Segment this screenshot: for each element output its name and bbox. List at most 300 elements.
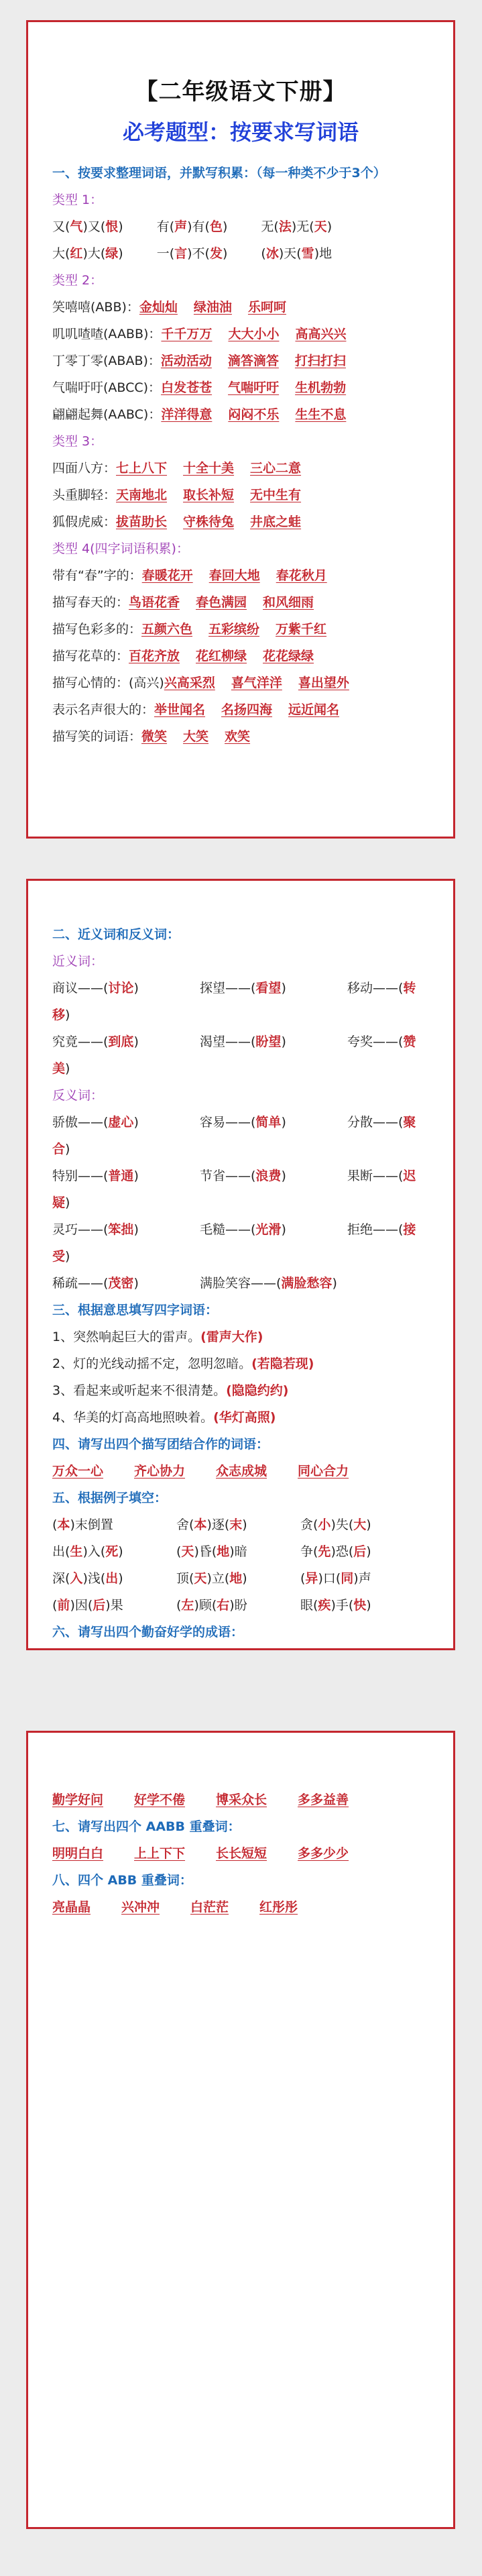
q3-item <box>52 1324 429 1350</box>
word: 探望——( <box>200 981 256 996</box>
text: ) <box>269 1410 276 1425</box>
answer: 兴高采烈 <box>164 676 215 690</box>
text: ) <box>65 1008 70 1022</box>
question-5-list <box>52 1511 429 1619</box>
answer: 前 <box>57 1598 70 1613</box>
answer: 千千万万 <box>161 327 213 341</box>
answer: 合 <box>52 1142 66 1157</box>
word: 灵巧——( <box>52 1222 109 1237</box>
answer: 花花绿绿 <box>263 649 314 663</box>
answer: 白茫茫 <box>190 1900 229 1915</box>
word-row <box>52 455 429 482</box>
word: 特别——( <box>52 1169 109 1183</box>
q5-row <box>52 1565 429 1592</box>
text: )无( <box>291 219 314 234</box>
word-row <box>52 562 429 589</box>
text: ( <box>52 1517 58 1532</box>
text: )口( <box>318 1571 341 1586</box>
text: ) <box>133 1276 139 1291</box>
text: ) <box>257 1330 263 1344</box>
answer: 本 <box>57 1517 70 1532</box>
answer: 右 <box>217 1598 230 1613</box>
answer: 先 <box>318 1544 331 1559</box>
question-7: 七、请写出四个 AABB 重叠词： <box>52 1819 241 1834</box>
answer: 受 <box>52 1249 66 1264</box>
row-label: 描写色彩多的： <box>52 622 142 637</box>
text: )入( <box>82 1544 106 1559</box>
text: ) <box>133 981 139 996</box>
answer: 华灯高照 <box>219 1410 270 1425</box>
text: )立( <box>206 1571 230 1586</box>
answer: 若隐若现 <box>257 1356 308 1371</box>
word-row <box>52 669 429 696</box>
text: ) <box>65 1195 70 1210</box>
word: 节省——( <box>200 1169 256 1183</box>
pair-row-wrap <box>52 1243 429 1270</box>
answer: 名扬四海 <box>221 702 273 717</box>
word: 骄傲——( <box>52 1115 109 1130</box>
text: 深( <box>52 1571 70 1586</box>
answer: 春花秋月 <box>276 568 327 583</box>
text: )顾( <box>194 1598 217 1613</box>
answer: 生 <box>70 1544 83 1559</box>
answer: 齐心协力 <box>134 1464 186 1479</box>
q3-item <box>52 1377 429 1404</box>
answer: 地 <box>217 1544 230 1559</box>
answer: 隐隐约约 <box>231 1383 283 1398</box>
answer: 看望 <box>255 981 282 996</box>
text: )昏( <box>194 1544 217 1559</box>
question-1: 一、按要求整理词语，并默写积累：（每一种类不少于3个） <box>52 166 386 180</box>
answer: 远近闻名 <box>288 702 340 717</box>
answer: 茂密 <box>108 1276 134 1291</box>
answer: 拔苗助长 <box>116 515 168 529</box>
text: )果 <box>105 1598 123 1613</box>
text: ) <box>133 1034 139 1049</box>
answer: 打扫打扫 <box>294 354 346 368</box>
type-4-list <box>52 562 429 750</box>
answer: 高高兴兴 <box>295 327 347 341</box>
row-label: 四面八方： <box>52 461 117 476</box>
answer: 三心二意 <box>250 461 302 476</box>
answer: 大大小小 <box>228 327 280 341</box>
text: ) <box>118 219 123 234</box>
text: )恐( <box>330 1544 354 1559</box>
answer: 喜出望外 <box>298 676 349 690</box>
text: ) <box>282 1383 289 1398</box>
worksheet-page-3 <box>26 1731 455 2529</box>
text: )不( <box>187 246 210 261</box>
answer: 闷闷不乐 <box>228 407 280 422</box>
word-row <box>52 616 429 643</box>
word-row <box>52 508 429 535</box>
answer: 雷声大作 <box>206 1330 257 1344</box>
answer: 好学不倦 <box>134 1792 186 1807</box>
type-2-list <box>52 294 429 428</box>
answer: 天南地北 <box>116 488 168 502</box>
answer: 左 <box>181 1598 194 1613</box>
answer: 大 <box>353 1517 367 1532</box>
text: ) <box>133 1169 139 1183</box>
text: ) <box>281 1222 286 1237</box>
answer: 赞 <box>403 1034 416 1049</box>
q5-row <box>52 1592 429 1619</box>
q3-item <box>52 1350 429 1377</box>
answer: 雪 <box>301 246 314 261</box>
page-title: 【二年级语文下册】 <box>135 78 347 105</box>
text: ) <box>118 1571 123 1586</box>
answer: 死 <box>105 1544 119 1559</box>
text: ) <box>222 246 228 261</box>
answer: 红彤彤 <box>259 1900 298 1915</box>
word: 移动——( <box>347 981 404 996</box>
answer: 天 <box>314 219 327 234</box>
answer: 绿油油 <box>193 300 232 315</box>
word-row <box>52 696 429 723</box>
text: 又( <box>52 219 70 234</box>
answer: 兴冲冲 <box>121 1900 160 1915</box>
worksheet-page-2 <box>26 879 455 1650</box>
row-label: 气喘吁吁(ABCC)： <box>52 380 162 395</box>
answer: 气 <box>70 219 83 234</box>
text: ) <box>281 1034 286 1049</box>
text: ) <box>281 1169 286 1183</box>
answer: 万众一心 <box>52 1464 104 1479</box>
text: 顶( <box>176 1571 194 1586</box>
text: ( <box>261 246 266 261</box>
answer: 疑 <box>52 1195 66 1210</box>
answer: 生生不息 <box>295 407 347 422</box>
row-label: 描写笑的词语： <box>52 729 142 744</box>
row-label: 表示名声很大的： <box>52 702 155 717</box>
text: 舍( <box>176 1517 194 1532</box>
text: ) <box>366 1544 371 1559</box>
pair-row-wrap <box>52 1189 429 1216</box>
answer: 浪费 <box>255 1169 282 1183</box>
answer: 春回大地 <box>208 568 260 583</box>
text: 争( <box>300 1544 318 1559</box>
row-label: 丁零丁零(ABAB)： <box>52 354 161 368</box>
answer: 后 <box>93 1598 106 1613</box>
word-row <box>52 589 429 616</box>
pair-row <box>52 1109 429 1136</box>
answer: 发 <box>209 246 223 261</box>
word: 稀疏——( <box>52 1276 109 1291</box>
word: 分散——( <box>347 1115 404 1130</box>
answer: 滴答滴答 <box>227 354 279 368</box>
answer: 上上下下 <box>134 1846 186 1861</box>
text: )浅( <box>82 1571 106 1586</box>
text: ) <box>65 1249 70 1264</box>
word-row <box>52 347 429 374</box>
text: )声 <box>353 1571 371 1586</box>
q5-row <box>52 1538 429 1565</box>
row-label: 笑嘻嘻(ABB)： <box>52 300 139 315</box>
answer: 同 <box>341 1571 354 1586</box>
answer: 天 <box>181 1544 194 1559</box>
type-2-heading: 类型 2： <box>52 273 103 288</box>
text: 一( <box>156 246 175 261</box>
text: )暗 <box>229 1544 247 1559</box>
answer: 守株待兔 <box>183 515 235 529</box>
answer: 虚心 <box>108 1115 134 1130</box>
answer: 恨 <box>105 219 119 234</box>
type-1-row <box>52 240 429 267</box>
text: ) <box>332 1276 337 1291</box>
text: 出( <box>52 1544 70 1559</box>
word-row <box>52 374 429 401</box>
answer: 末 <box>229 1517 243 1532</box>
answer: 红 <box>70 246 83 261</box>
word-row <box>52 643 429 669</box>
answer: 多多少少 <box>298 1846 349 1861</box>
page-subtitle: 必考题型：按要求写词语 <box>122 119 359 145</box>
answer: 接 <box>403 1222 416 1237</box>
answer: 乐呵呵 <box>247 300 286 315</box>
text: ( <box>251 1356 257 1371</box>
text: )大( <box>82 246 106 261</box>
answer: 法 <box>278 219 292 234</box>
text: ) <box>281 1115 286 1130</box>
word-row <box>52 723 429 750</box>
answer: 生机勃勃 <box>295 380 347 395</box>
text: ) <box>366 1598 371 1613</box>
text: )天( <box>278 246 302 261</box>
answer: 鸟语花香 <box>129 595 180 610</box>
question-8-answers <box>52 1894 429 1921</box>
answer: 五彩缤纷 <box>208 622 260 637</box>
text: 大( <box>52 246 70 261</box>
answer: 迟 <box>403 1169 416 1183</box>
answer: 喜气洋洋 <box>231 676 282 690</box>
text: )有( <box>187 219 210 234</box>
row-label: 头重脚轻： <box>52 488 117 502</box>
answer: 气喘吁吁 <box>228 380 280 395</box>
text: ) <box>308 1356 314 1371</box>
pair-row <box>52 1163 429 1189</box>
answer: 转 <box>403 981 416 996</box>
answer: 声 <box>174 219 188 234</box>
text: )又( <box>82 219 106 234</box>
answer: 多多益善 <box>298 1792 349 1807</box>
answer: 盼望 <box>255 1034 282 1049</box>
pair-row <box>52 1216 429 1243</box>
word: 毛糙——( <box>200 1222 256 1237</box>
answer: 美 <box>52 1061 66 1076</box>
answer: 和风细雨 <box>263 595 314 610</box>
row-label: 带有“春”字的： <box>52 568 142 583</box>
text: )地 <box>314 246 333 261</box>
answer: 十全十美 <box>183 461 235 476</box>
type-1-heading: 类型 1： <box>52 193 103 207</box>
text: ) <box>281 981 286 996</box>
answer: 地 <box>229 1571 243 1586</box>
answer: 万紫千红 <box>276 622 327 637</box>
text: 眼( <box>300 1598 318 1613</box>
answer: 春暖花开 <box>141 568 193 583</box>
question-4-answers <box>52 1458 429 1485</box>
word: 夸奖——( <box>347 1034 404 1049</box>
answer: 勤学好问 <box>52 1792 104 1807</box>
answer: 五颜六色 <box>141 622 193 637</box>
answer: 同心合力 <box>298 1464 349 1479</box>
answer: 光滑 <box>255 1222 282 1237</box>
answer: 简单 <box>255 1115 282 1130</box>
text: ) <box>242 1517 247 1532</box>
question-2: 二、近义词和反义词： <box>52 927 180 942</box>
answer: 移 <box>52 1008 66 1022</box>
answer: 言 <box>174 246 188 261</box>
answer: 色 <box>209 219 223 234</box>
word: 容易——( <box>200 1115 256 1130</box>
text: ( <box>300 1571 306 1586</box>
answer: 本 <box>194 1517 207 1532</box>
answer: 欢笑 <box>225 729 251 744</box>
text: ( <box>176 1598 182 1613</box>
answer: 满脸愁容 <box>281 1276 333 1291</box>
pair-row <box>52 975 429 1002</box>
answer: 快 <box>353 1598 367 1613</box>
answer: 到底 <box>108 1034 134 1049</box>
answer: 微笑 <box>141 729 168 744</box>
answer: 春色满园 <box>196 595 247 610</box>
answer: 博采众长 <box>216 1792 267 1807</box>
answer: 出 <box>105 1571 119 1586</box>
synonym-list <box>52 975 429 1082</box>
text: ) <box>222 219 228 234</box>
pair-row <box>52 1028 429 1055</box>
text: ) <box>326 219 333 234</box>
question-6: 六、请写出四个勤奋好学的成语： <box>52 1625 244 1640</box>
answer: 大笑 <box>183 729 209 744</box>
answer: 井底之蛙 <box>250 515 302 529</box>
type-1-row <box>52 213 429 240</box>
text: )手( <box>330 1598 354 1613</box>
text: ) <box>366 1517 371 1532</box>
text: ) <box>65 1061 70 1076</box>
pair-row-wrap <box>52 1002 429 1028</box>
answer: 天 <box>194 1571 207 1586</box>
item-text: 2、灯的光线动摇不定，忽明忽暗。 <box>52 1356 252 1371</box>
word: 果断——( <box>347 1169 404 1183</box>
answer: 后 <box>353 1544 367 1559</box>
row-label: 描写花草的： <box>52 649 129 663</box>
text: )末倒置 <box>70 1517 113 1532</box>
antonym-last-row <box>52 1270 429 1297</box>
item-text: 4、华美的灯高高地照映着。 <box>52 1410 214 1425</box>
answer: 百花齐放 <box>129 649 180 663</box>
text: ( <box>176 1544 182 1559</box>
answer: 普通 <box>108 1169 134 1183</box>
word-row <box>52 482 429 508</box>
answer: 洋洋得意 <box>161 407 213 422</box>
synonym-heading: 近义词： <box>52 954 104 969</box>
text: )因( <box>70 1598 93 1613</box>
text: ( <box>52 1598 58 1613</box>
word-row <box>52 321 429 347</box>
answer: 众志成城 <box>216 1464 267 1479</box>
answer: 聚 <box>403 1115 416 1130</box>
answer: 无中生有 <box>250 488 302 502</box>
answer: 异 <box>305 1571 318 1586</box>
question-5: 五、根据例子填空： <box>52 1491 168 1505</box>
row-label: 翩翩起舞(AABC)： <box>52 407 162 422</box>
word-row <box>52 401 429 428</box>
answer: 疾 <box>318 1598 331 1613</box>
answer: 入 <box>70 1571 83 1586</box>
answer: 活动活动 <box>160 354 212 368</box>
type-3-heading: 类型 3： <box>52 434 103 449</box>
text: ( <box>226 1383 232 1398</box>
answer: 亮晶晶 <box>52 1900 91 1915</box>
row-label: 描写心情的：(高兴) <box>52 676 164 690</box>
word: 究竟——( <box>52 1034 109 1049</box>
item-text: 1、突然响起巨大的雷声。 <box>52 1330 201 1344</box>
text: 有( <box>156 219 175 234</box>
worksheet-page-1 <box>26 20 455 839</box>
question-7-answers <box>52 1840 429 1867</box>
word: 渴望——( <box>200 1034 256 1049</box>
question-4: 四、请写出四个描写团结合作的词语： <box>52 1437 269 1452</box>
answer: 小 <box>318 1517 331 1532</box>
question-3: 三、根据意思填写四字词语： <box>52 1303 219 1318</box>
type-3-list <box>52 455 429 535</box>
pair-row-wrap <box>52 1055 429 1082</box>
word: 满脸笑容——( <box>200 1276 282 1291</box>
text: 无( <box>261 219 279 234</box>
text: )失( <box>330 1517 354 1532</box>
answer: 明明白白 <box>52 1846 104 1861</box>
word: 商议——( <box>52 981 109 996</box>
antonym-list <box>52 1109 429 1270</box>
pair-row-wrap <box>52 1136 429 1163</box>
antonym-heading: 反义词： <box>52 1088 104 1103</box>
text: )逐( <box>206 1517 230 1532</box>
answer: 取长补短 <box>183 488 235 502</box>
answer: 长长短短 <box>216 1846 267 1861</box>
q5-row <box>52 1511 429 1538</box>
text: ) <box>118 1544 123 1559</box>
type-4-heading: 类型 4(四字词语积累)： <box>52 541 189 556</box>
row-label: 描写春天的： <box>52 595 129 610</box>
question-6-answers <box>52 1786 429 1813</box>
text: ) <box>65 1142 70 1157</box>
question-3-list <box>52 1324 429 1431</box>
text: )盼 <box>229 1598 247 1613</box>
answer: 绿 <box>105 246 119 261</box>
answer: 七上八下 <box>116 461 168 476</box>
q3-item <box>52 1404 429 1431</box>
text: ) <box>133 1115 139 1130</box>
answer: 白发苍苍 <box>161 380 213 395</box>
text: ) <box>133 1222 139 1237</box>
text: ) <box>242 1571 247 1586</box>
text: 贪( <box>300 1517 318 1532</box>
answer: 花红柳绿 <box>196 649 247 663</box>
answer: 冰 <box>265 246 279 261</box>
text: ( <box>200 1330 206 1344</box>
row-label: 叽叽喳喳(AABB)： <box>52 327 162 341</box>
text: ( <box>213 1410 219 1425</box>
item-text: 3、看起来或听起来不很清楚。 <box>52 1383 227 1398</box>
word: 拒绝——( <box>347 1222 404 1237</box>
row-label: 狐假虎威： <box>52 515 117 529</box>
question-8: 八、四个 ABB 重叠词： <box>52 1873 192 1888</box>
text: ) <box>118 246 123 261</box>
answer: 讨论 <box>108 981 134 996</box>
answer: 金灿灿 <box>139 300 178 315</box>
answer: 笨拙 <box>108 1222 134 1237</box>
